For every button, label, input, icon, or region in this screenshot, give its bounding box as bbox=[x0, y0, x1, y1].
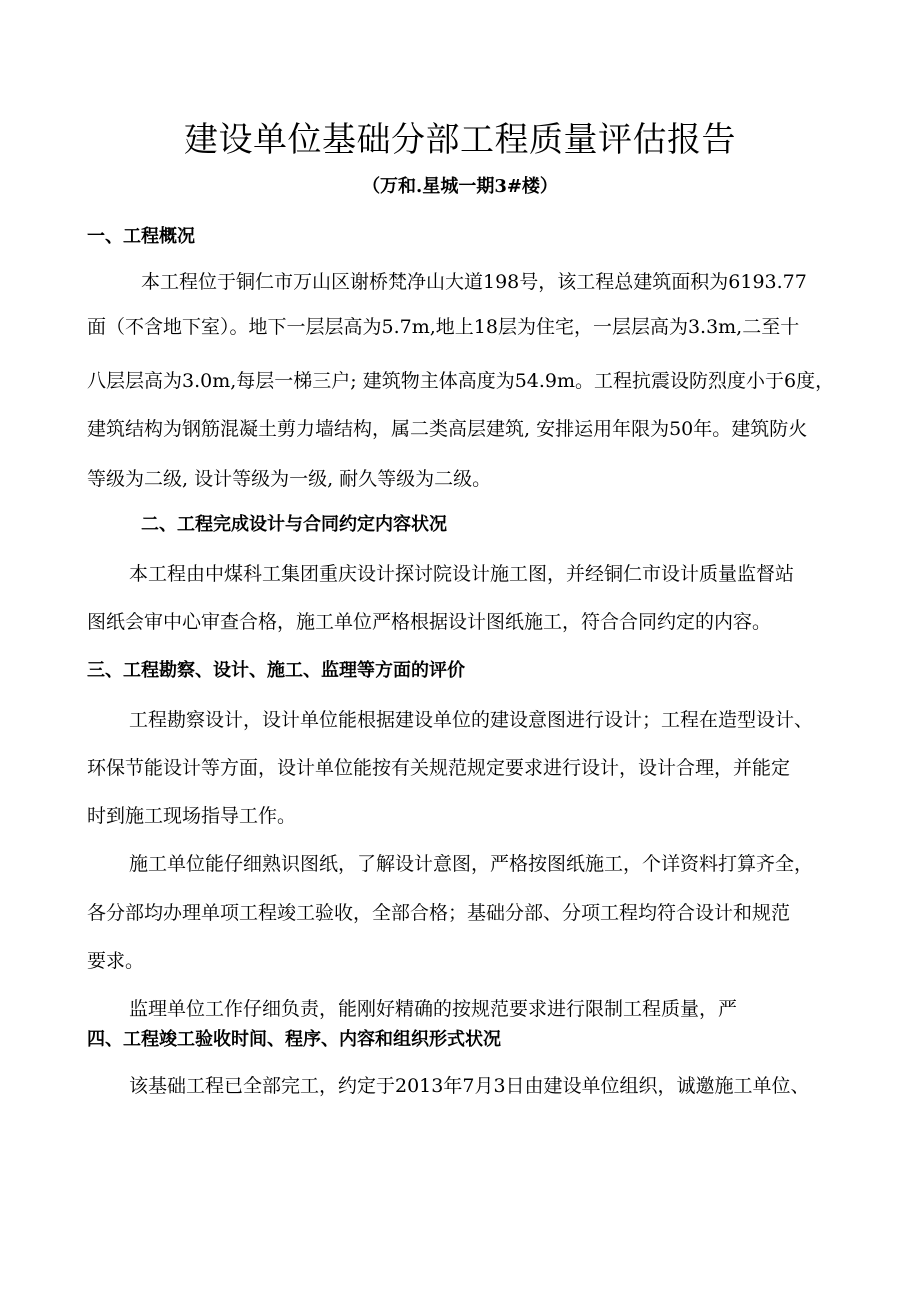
paragraph-line: 施工单位能仔细熟识图纸，了解设计意图，严格按图纸施工，个详资料打算齐全， bbox=[129, 853, 814, 875]
paragraph-line: 各分部均办理单项工程竣工验收，全部合格；基础分部、分项工程均符合设计和规范 bbox=[87, 902, 791, 924]
paragraph-line: 本工程由中煤科工集团重庆设计探讨院设计施工图，并经铜仁市设计质量监督站 bbox=[129, 563, 795, 585]
paragraph-line: 工程勘察设计，设计单位能根据建设单位的建设意图进行设计；工程在造型设计、 bbox=[129, 709, 814, 731]
document-subtitle: （万和.星城一期3#楼） bbox=[362, 176, 558, 197]
paragraph-line: 图纸会审中心审查合格，施工单位严格根据设计图纸施工，符合合同约定的内容。 bbox=[87, 611, 772, 633]
section-heading-acceptance: 四、工程竣工验收时间、程序、内容和组织形式状况 bbox=[87, 1029, 501, 1050]
paragraph-line: 监理单位工作仔细负责，能刚好精确的按规范要求进行限制工程质量，严 bbox=[129, 998, 738, 1020]
paragraph-line: 建筑结构为钢筋混凝土剪力墙结构，属二类高层建筑, 安排运用年限为50年。建筑防火 bbox=[87, 418, 808, 440]
paragraph-line: 要求。 bbox=[87, 950, 145, 972]
paragraph-line: 该基础工程已全部完工，约定于2013年7月3日由建设单位组织，诚邀施工单位、 bbox=[129, 1075, 810, 1097]
document-title: 建设单位基础分部工程质量评估报告 bbox=[184, 120, 736, 160]
paragraph-line: 面（不含地下室）。地下一层层高为5.7m,地上18层为住宅，一层层高为3.3m,二至十 bbox=[87, 316, 800, 338]
paragraph-line: 八层层高为3.0m,每层一梯三户; 建筑物主体高度为54.9m。工程抗震设防烈度小于6度， bbox=[87, 370, 835, 392]
paragraph-line: 环保节能设计等方面，设计单位能按有关规范规定要求进行设计，设计合理，并能定 bbox=[87, 757, 791, 779]
section-heading-design-contract: 二、工程完成设计与合同约定内容状况 bbox=[141, 514, 447, 535]
section-heading-overview: 一、工程概况 bbox=[87, 226, 195, 247]
paragraph-line: 时到施工现场指导工作。 bbox=[87, 805, 297, 827]
paragraph-line: 等级为二级, 设计等级为一级, 耐久等级为二级。 bbox=[87, 468, 492, 490]
section-heading-evaluation: 三、工程勘察、设计、施工、监理等方面的评价 bbox=[87, 660, 465, 681]
paragraph-line: 本工程位于铜仁市万山区谢桥梵净山大道198号，该工程总建筑面积为6193.77 bbox=[141, 271, 807, 293]
